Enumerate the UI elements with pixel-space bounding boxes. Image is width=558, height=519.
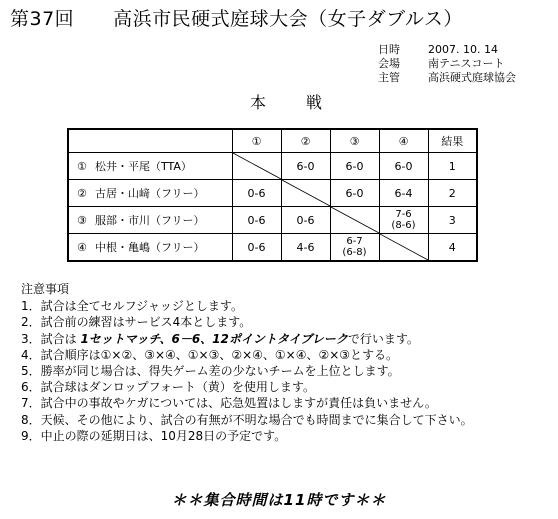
player-cell: [68, 153, 232, 180]
note-item: [21, 331, 473, 347]
header-player-1: ①: [232, 129, 281, 153]
header-corner: [68, 129, 232, 153]
score-cell: 6-0: [330, 153, 379, 180]
player-number: ④: [77, 241, 87, 254]
self-match-cell: [281, 180, 330, 207]
score-cell: 0-6: [232, 207, 281, 234]
score-part: 6-7: [346, 236, 363, 247]
note-text: 9．中止の際の延期日は、10月28日の予定です。: [21, 428, 287, 443]
notes-section: [21, 281, 473, 444]
header-row: [68, 129, 477, 153]
note-item: [21, 314, 473, 330]
diagonal-line: [233, 153, 281, 179]
note-text: 1．試合は全てセルフジャッジとします。: [21, 299, 243, 314]
diagonal-line: [331, 207, 379, 233]
notes-title: 注意事項: [21, 282, 70, 296]
notes-list: [21, 298, 473, 444]
player-number: ③: [77, 214, 87, 227]
score-cell: 4-6: [281, 234, 330, 262]
score-part: 7-6: [395, 209, 412, 220]
diagonal-line: [282, 180, 330, 206]
score-cell: 6-0: [379, 153, 428, 180]
note-text: 3．試合は: [21, 331, 81, 346]
note-emphasis: 1セットマッチ、6－6、12ポイントタイブレーク: [80, 331, 348, 346]
score-cell: 0-6: [281, 207, 330, 234]
info-value: 南テニスコート: [428, 57, 505, 70]
info-value: 2007. 10. 14: [428, 43, 498, 56]
header-result: 結果: [428, 129, 477, 153]
note-item: [21, 363, 473, 379]
note-item: [21, 395, 473, 411]
player-cell: [68, 207, 232, 234]
event-info: [378, 43, 516, 85]
note-text: で行います。: [347, 331, 419, 346]
note-item: [21, 347, 473, 363]
header-player-3: ③: [330, 129, 379, 153]
note-item: [21, 412, 473, 428]
player-cell: [68, 180, 232, 207]
table-row: [68, 207, 477, 234]
info-row-organizer: [378, 71, 516, 85]
info-label: 会場: [378, 57, 400, 70]
info-label: 日時: [378, 43, 400, 56]
note-text: 2．試合前の練習はサービス4本とします。: [21, 315, 252, 330]
score-cell: 0-6: [232, 234, 281, 262]
table-row: [68, 153, 477, 180]
score-cell: 6-4: [379, 180, 428, 207]
score-cell: [379, 207, 428, 234]
page-title: 第37回 高浜市民硬式庭球大会（女子ダブルス）: [10, 8, 463, 30]
self-match-cell: [232, 153, 281, 180]
self-match-cell: [379, 234, 428, 262]
table-row: [68, 180, 477, 207]
result-cell: 2: [428, 180, 477, 207]
player-name: 服部・市川（フリー）: [95, 214, 205, 227]
player-name: 古居・山﨑（フリー）: [95, 187, 205, 200]
player-number: ②: [77, 187, 87, 200]
round-title: 本 戦: [250, 93, 335, 112]
diagonal-line: [380, 234, 428, 260]
info-row-date: [378, 43, 516, 57]
note-item: [21, 379, 473, 395]
score-part: (8-6): [391, 220, 416, 231]
note-text: 4．試合順序は①×②、③×④、①×③、②×④、①×④、②×③とする。: [21, 347, 399, 362]
note-text: 6．試合球はダンロップフォート（黄）を使用します。: [21, 380, 315, 395]
header-player-2: ②: [281, 129, 330, 153]
score-cell: [330, 234, 379, 262]
player-number: ①: [77, 160, 87, 173]
result-cell: 1: [428, 153, 477, 180]
note-text: 5．勝率が同じ場合は、得失ゲーム差の少ないチームを上位とします。: [21, 364, 400, 379]
score-cell: 6-0: [330, 180, 379, 207]
header-player-4: ④: [379, 129, 428, 153]
note-item: [21, 298, 473, 314]
info-label: 主管: [378, 71, 400, 84]
score-part: (6-8): [342, 247, 367, 258]
meeting-time-notice: ＊＊集合時間は11時です＊＊: [171, 491, 387, 509]
result-cell: 4: [428, 234, 477, 262]
player-name: 中根・亀嶋（フリー）: [95, 241, 205, 254]
info-row-venue: [378, 57, 516, 71]
score-cell: 6-0: [281, 153, 330, 180]
player-name: 松井・平尾（TTA）: [95, 160, 192, 173]
result-cell: 3: [428, 207, 477, 234]
note-text: 8．天候、その他により、試合の有無が不明な場合でも時間までに集合して下さい。: [21, 412, 473, 427]
self-match-cell: [330, 207, 379, 234]
table-row: [68, 234, 477, 262]
note-item: [21, 428, 473, 444]
results-table: [67, 128, 478, 262]
player-cell: [68, 234, 232, 262]
score-cell: 0-6: [232, 180, 281, 207]
note-text: 7．試合中の事故やケガについては、応急処置はしますが責任は負いません。: [21, 396, 437, 411]
info-value: 高浜硬式庭球協会: [428, 71, 516, 84]
